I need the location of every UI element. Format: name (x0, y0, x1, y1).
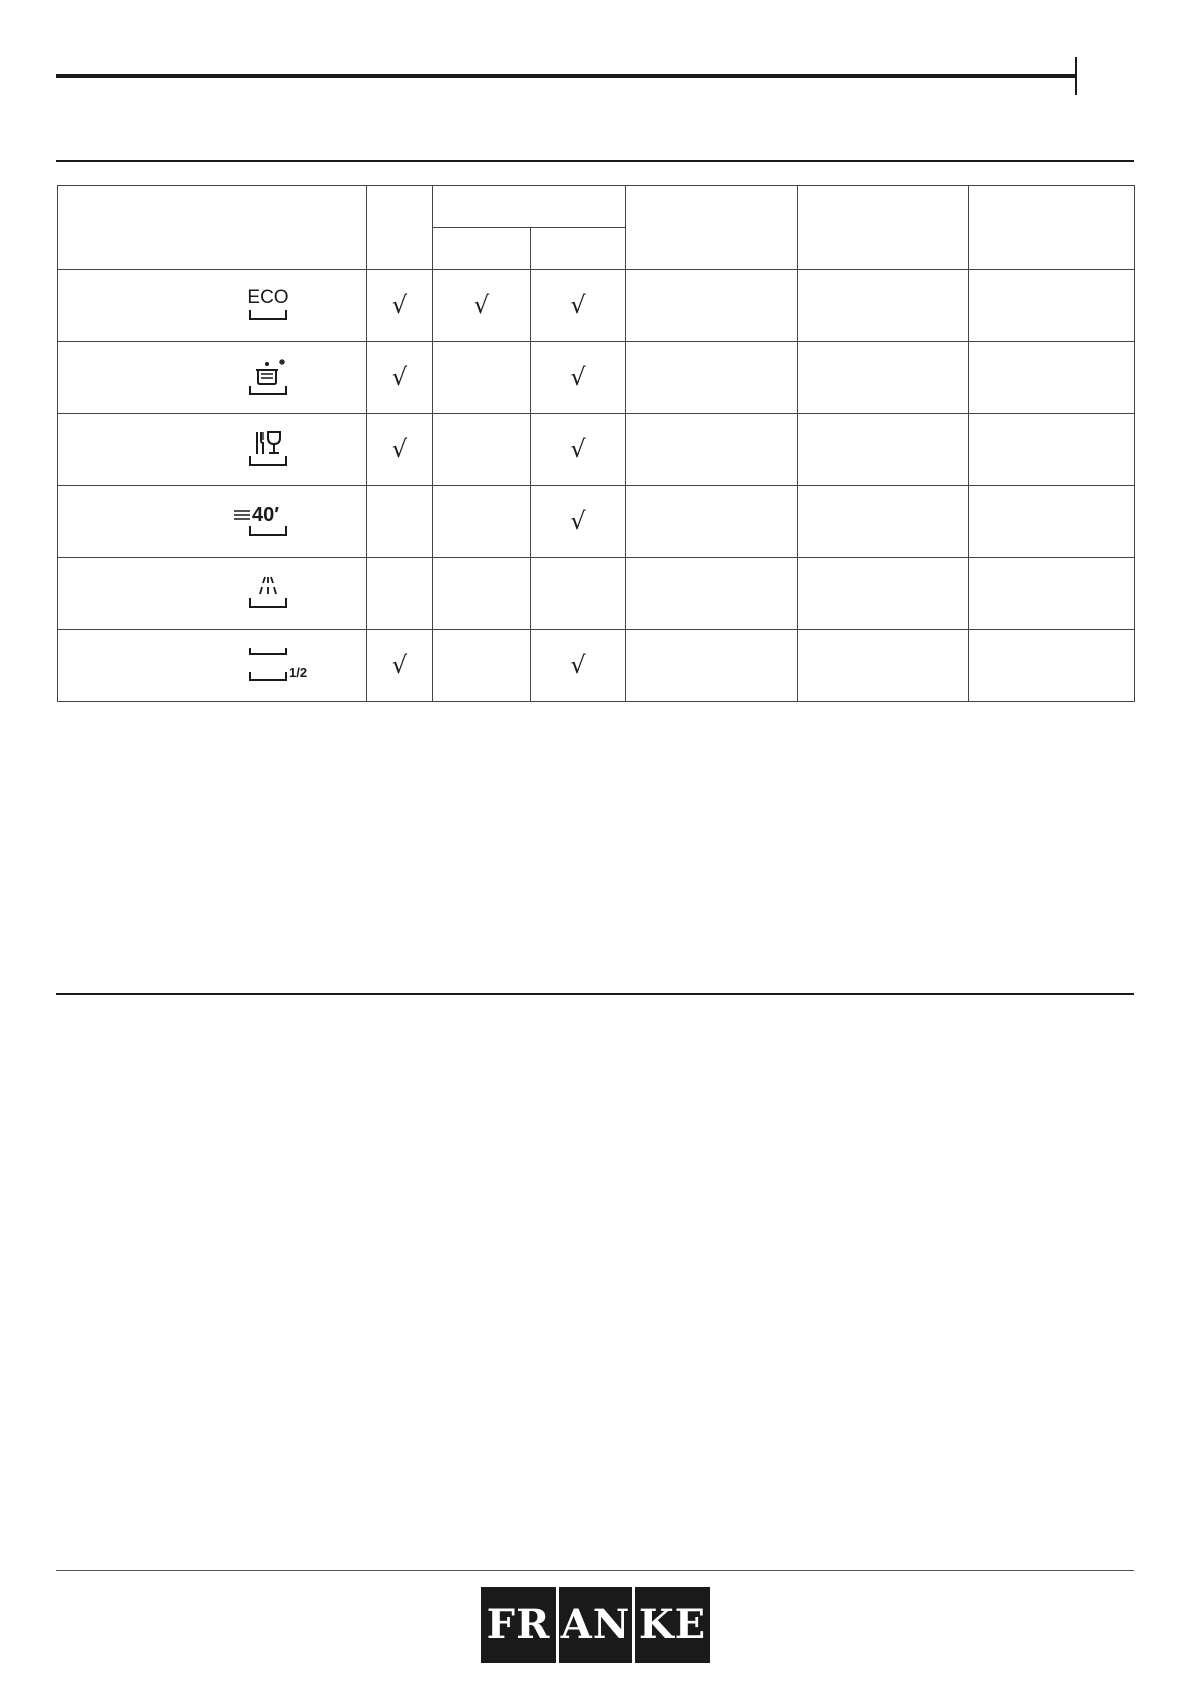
program-options-table (57, 185, 1135, 702)
footer-rule (56, 1570, 1134, 1571)
svg-text:40′: 40′ (252, 503, 280, 526)
header-rule (56, 74, 1076, 78)
logo-block: AN (559, 1587, 632, 1663)
header-cell-program (58, 186, 367, 270)
check-mark: √ (391, 291, 408, 319)
check-mark: √ (570, 291, 586, 319)
check-mark: √ (570, 363, 586, 391)
check-mark: √ (570, 507, 586, 535)
header-cell-group-sub2 (531, 228, 626, 270)
table-row (58, 414, 1135, 486)
section-rule-top (56, 160, 1134, 162)
logo-block: FR (481, 1587, 556, 1663)
section-rule-middle (56, 993, 1134, 995)
table-row (58, 486, 1135, 558)
header-cell-group-sub1 (433, 228, 531, 270)
check-mark: √ (391, 435, 408, 463)
quick-40-program-icon (232, 502, 290, 542)
table-row (58, 270, 1135, 342)
pre-rinse-program-icon (246, 574, 290, 614)
svg-text:ECO: ECO (247, 286, 289, 308)
franke-logo (481, 1587, 710, 1663)
svg-text:1/2: 1/2 (289, 664, 308, 680)
check-mark: √ (473, 291, 490, 319)
check-mark: √ (391, 363, 408, 391)
header-cell-group (433, 186, 626, 228)
delicate-glass-program-icon (246, 430, 290, 470)
logo-block: KE (635, 1587, 710, 1663)
header-cell-col5 (798, 186, 969, 270)
table-row (58, 558, 1135, 630)
eco-program-icon (246, 286, 290, 326)
header-cell-col4 (626, 186, 798, 270)
table-row (58, 342, 1135, 414)
check-mark: √ (570, 435, 586, 463)
header-cell-col6 (969, 186, 1135, 270)
header-cell-col1 (367, 186, 433, 270)
table-row (58, 630, 1135, 702)
half-load-option-icon (246, 646, 310, 686)
header-rule-tick (1075, 57, 1077, 95)
intensive-pot-program-icon (246, 358, 290, 398)
check-mark: √ (391, 651, 408, 679)
check-mark: √ (570, 651, 586, 679)
